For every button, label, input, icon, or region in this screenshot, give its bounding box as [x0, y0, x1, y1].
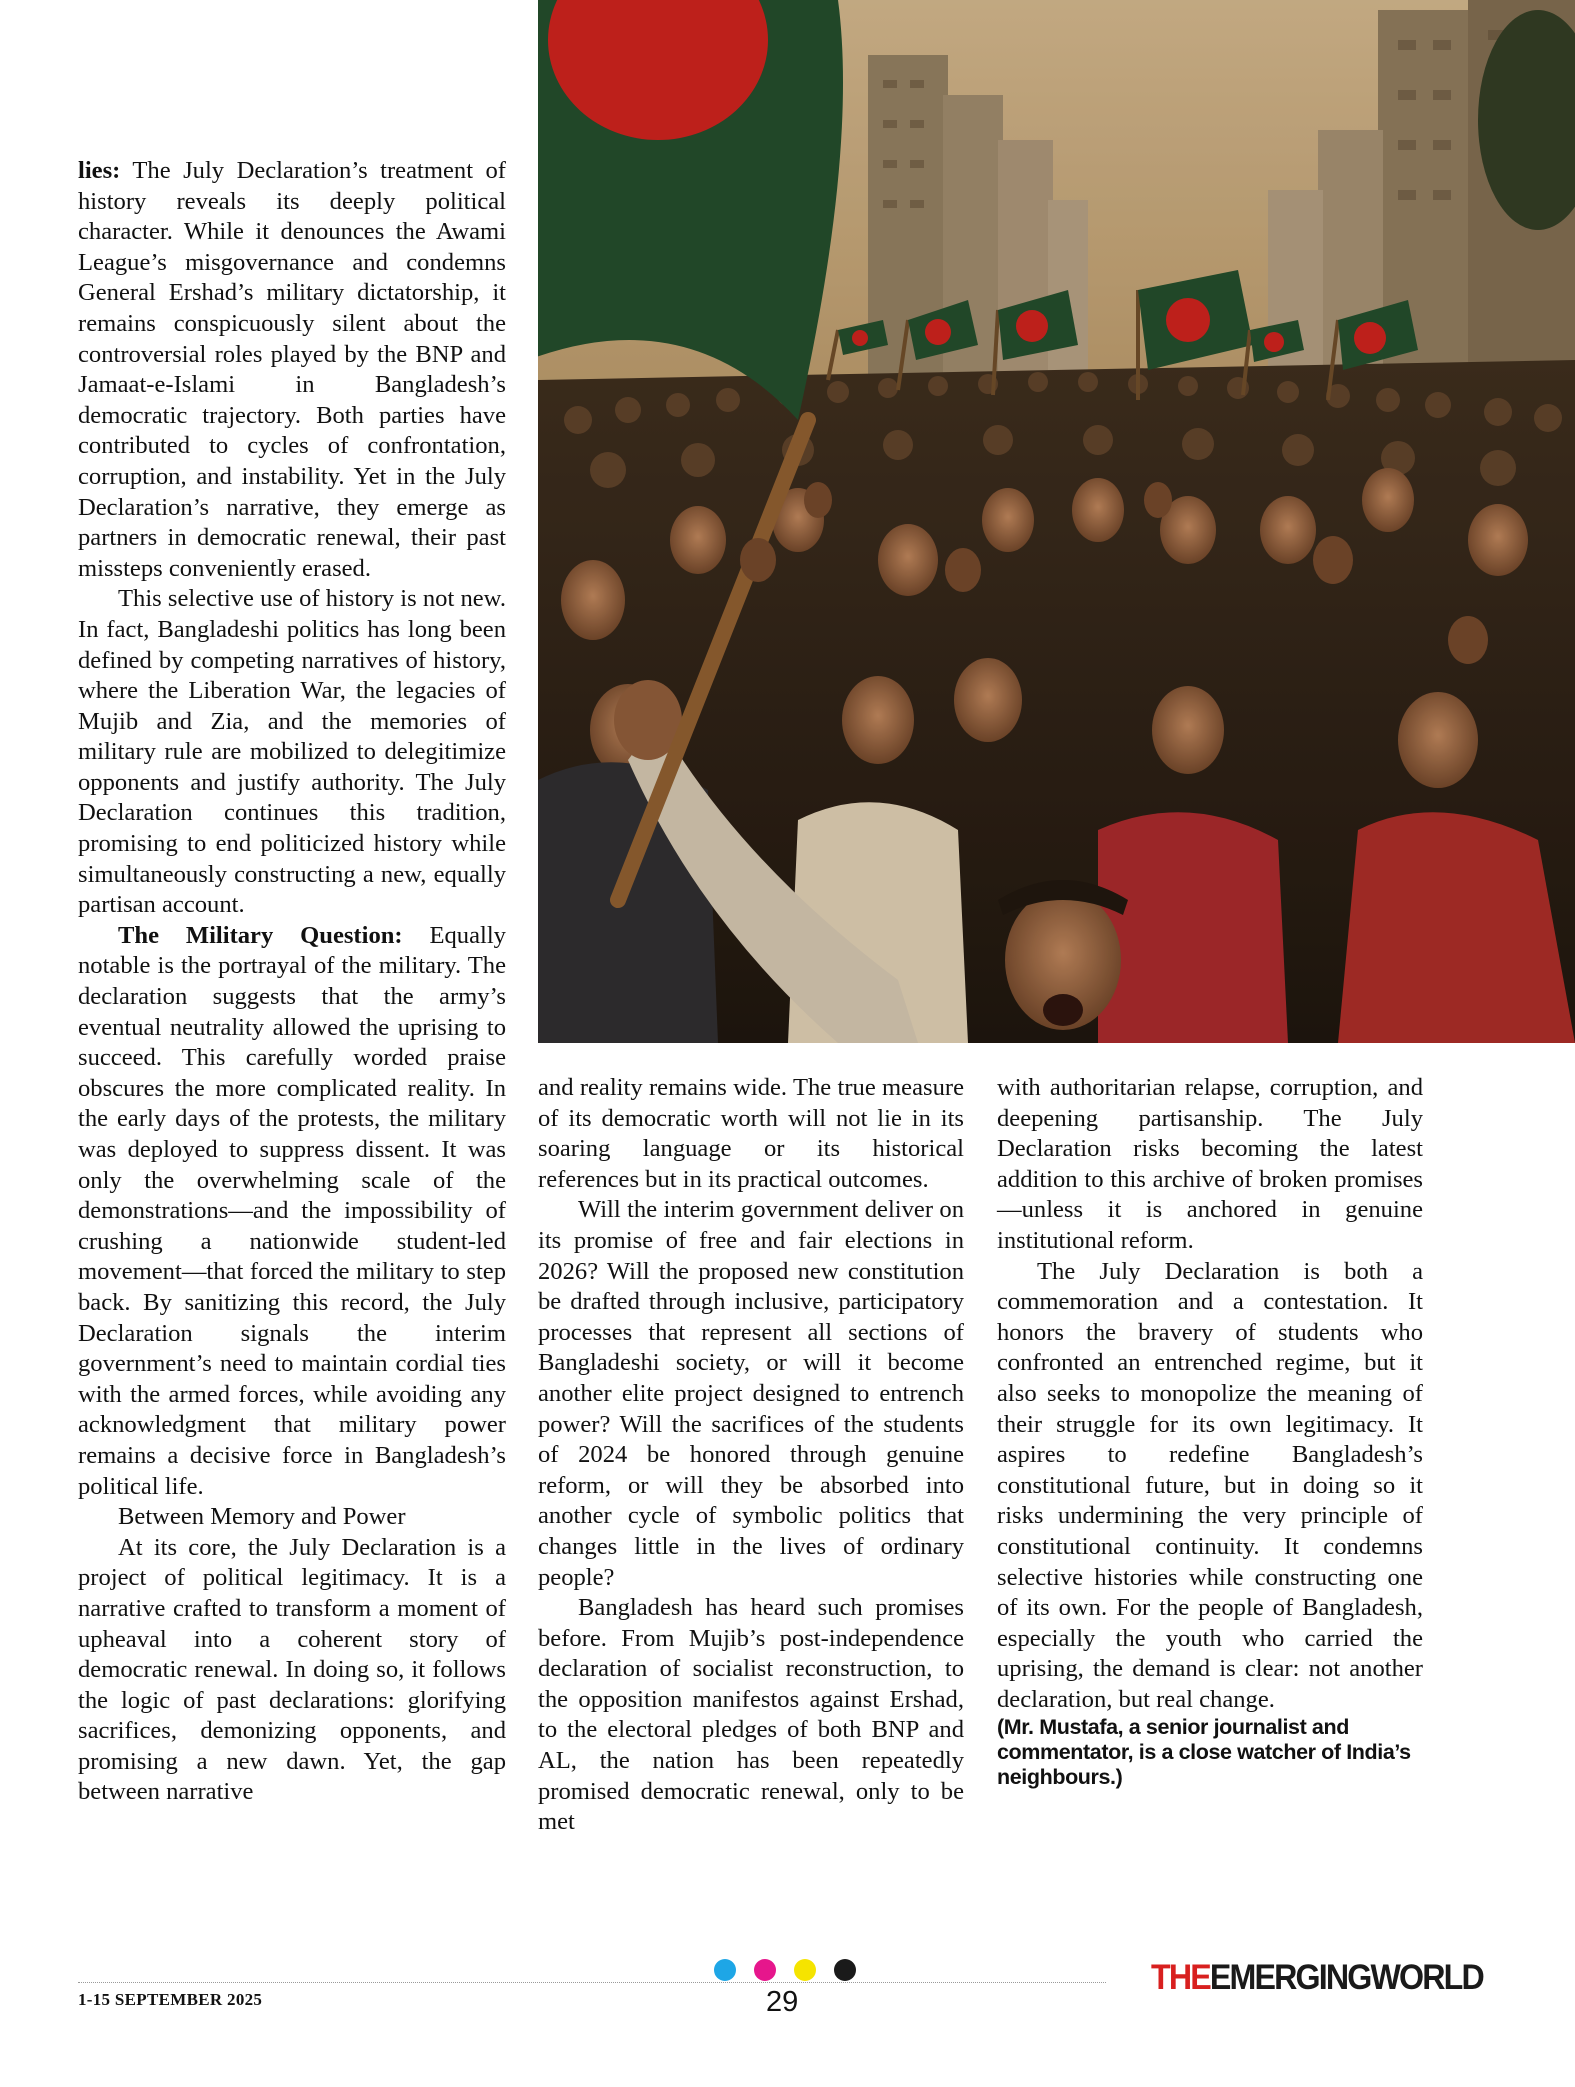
protest-crowd-illustration: [538, 0, 1575, 1043]
paragraph: and reality remains wide. The true measure of its democratic worth will not lie in its soaring language or its historical references but in its practical outcomes.: [538, 1074, 964, 1193]
protest-crowd-photo: [538, 0, 1575, 1043]
footer-rule: [78, 1982, 1106, 1983]
paragraph: with authoritarian relapse, corruption, and deepening partisanship. The July Declaration risks becoming the latest addition to this archive of broken promises—unless it is anchored in genuine institutional reform.: [997, 1074, 1423, 1254]
issue-date: 1-15 SEPTEMBER 2025: [78, 1990, 263, 2009]
paragraph: [78, 921, 506, 1502]
page-number: 29: [766, 1986, 799, 2018]
logo-name: EMERGINGWORLD: [1209, 1958, 1483, 1997]
paragraph: At its core, the July Declaration is a project of political legitimacy. It is a narrative crafted to transform a moment of upheaval into a coherent story of democratic renewal. In doing so, it follows the logic of past declarations: glorifying sacrifices, demonizing opponents, and promising a new dawn. Yet, the gap between narrative: [78, 1533, 506, 1806]
paragraph-lead: The Military Question:: [118, 921, 403, 949]
article-column-1: [78, 156, 506, 1808]
paragraph: The July Declaration is both a commemoration and a contestation. It honors the bravery of students who confronted an entrenched regime, but it also seeks to monopolize the meaning of their struggle for its own legitimacy. It aspires to redefine Bangladesh’s constitutional future, but in doing so it risks undermining the very principle of constitutional continuity. It condemns selective histories while constructing one of its own. For the people of Bangladesh, especially the youth who carried the uprising, the demand is clear: not another declaration, but real change.: [997, 1257, 1423, 1713]
paragraph: [78, 156, 506, 584]
logo-the: THE: [1151, 1958, 1210, 1997]
article-column-2: [538, 1073, 964, 1838]
author-note: (Mr. Mustafa, a senior journalist and commentator, is a close watcher of India’s neighbours.): [997, 1715, 1411, 1790]
subheading: Between Memory and Power: [118, 1503, 406, 1531]
publication-logo: [1151, 1958, 1483, 1998]
paragraph: Bangladesh has heard such promises before. From Mujib’s post-independence declaration of socialist reconstruction, to the opposition manifestos against Ershad, to the electoral pledges of both BNP and AL, the nation has been repeatedly promised democratic renewal, only to be met: [538, 1594, 964, 1836]
black-dot: [834, 1959, 856, 1981]
magenta-dot: [754, 1959, 776, 1981]
paragraph-text: The July Declaration’s treatment of history reveals its deeply political character. While it denounces the Awami League’s misgovernance and condemns General Ershad’s military dictatorship, it remains conspicuously silent about the controversial roles played by the BNP and Jamaat-e-Islami in Bangladesh’s democratic trajectory. Both parties have contributed to cycles of confrontation, corruption, and instability. Yet in the July Declaration’s narrative, they emerge as partners in democratic renewal, their past missteps conveniently erased.: [78, 157, 506, 582]
paragraph: Will the interim government deliver on its promise of free and fair elections in 2026? Will the proposed new constitution be drafted through inclusive, participatory processes that represent all sections of Bangladeshi society, or will it become another elite project designed to entrench power? Will the sacrifices of the students of 2024 be honored through genuine reform, or will they be absorbed into another cycle of symbolic politics that changes little in the lives of ordinary people?: [538, 1196, 964, 1591]
yellow-dot: [794, 1959, 816, 1981]
cyan-dot: [714, 1959, 736, 1981]
article-column-3: [997, 1073, 1423, 1790]
paragraph-lead: lies:: [78, 157, 121, 184]
paragraph-text: Equally notable is the portrayal of the military. The declaration suggests that the army’s eventual neutrality allowed the uprising to succeed. This carefully worded praise obscures the more complicated reality. In the early days of the protests, the military was deployed to suppress dissent. It was only the overwhelming scale of the demonstrations—and the impossibility of crushing a nationwide student-led movement—that forced the military to step back. By sanitizing this record, the July Declaration signals the interim government’s need to maintain cordial ties with the armed forces, while avoiding any acknowledgment that military power remains a decisive force in Bangladesh’s political life.: [78, 921, 506, 1500]
paragraph: This selective use of history is not new. In fact, Bangladeshi politics has long been defined by competing narratives of history, where the Liberation War, the legacies of Mujib and Zia, and the memories of military rule are mobilized to delegitimize opponents and justify authority. The July Declaration continues this tradition, promising to end politicized history while simultaneously constructing a new, equally partisan account.: [78, 585, 506, 919]
